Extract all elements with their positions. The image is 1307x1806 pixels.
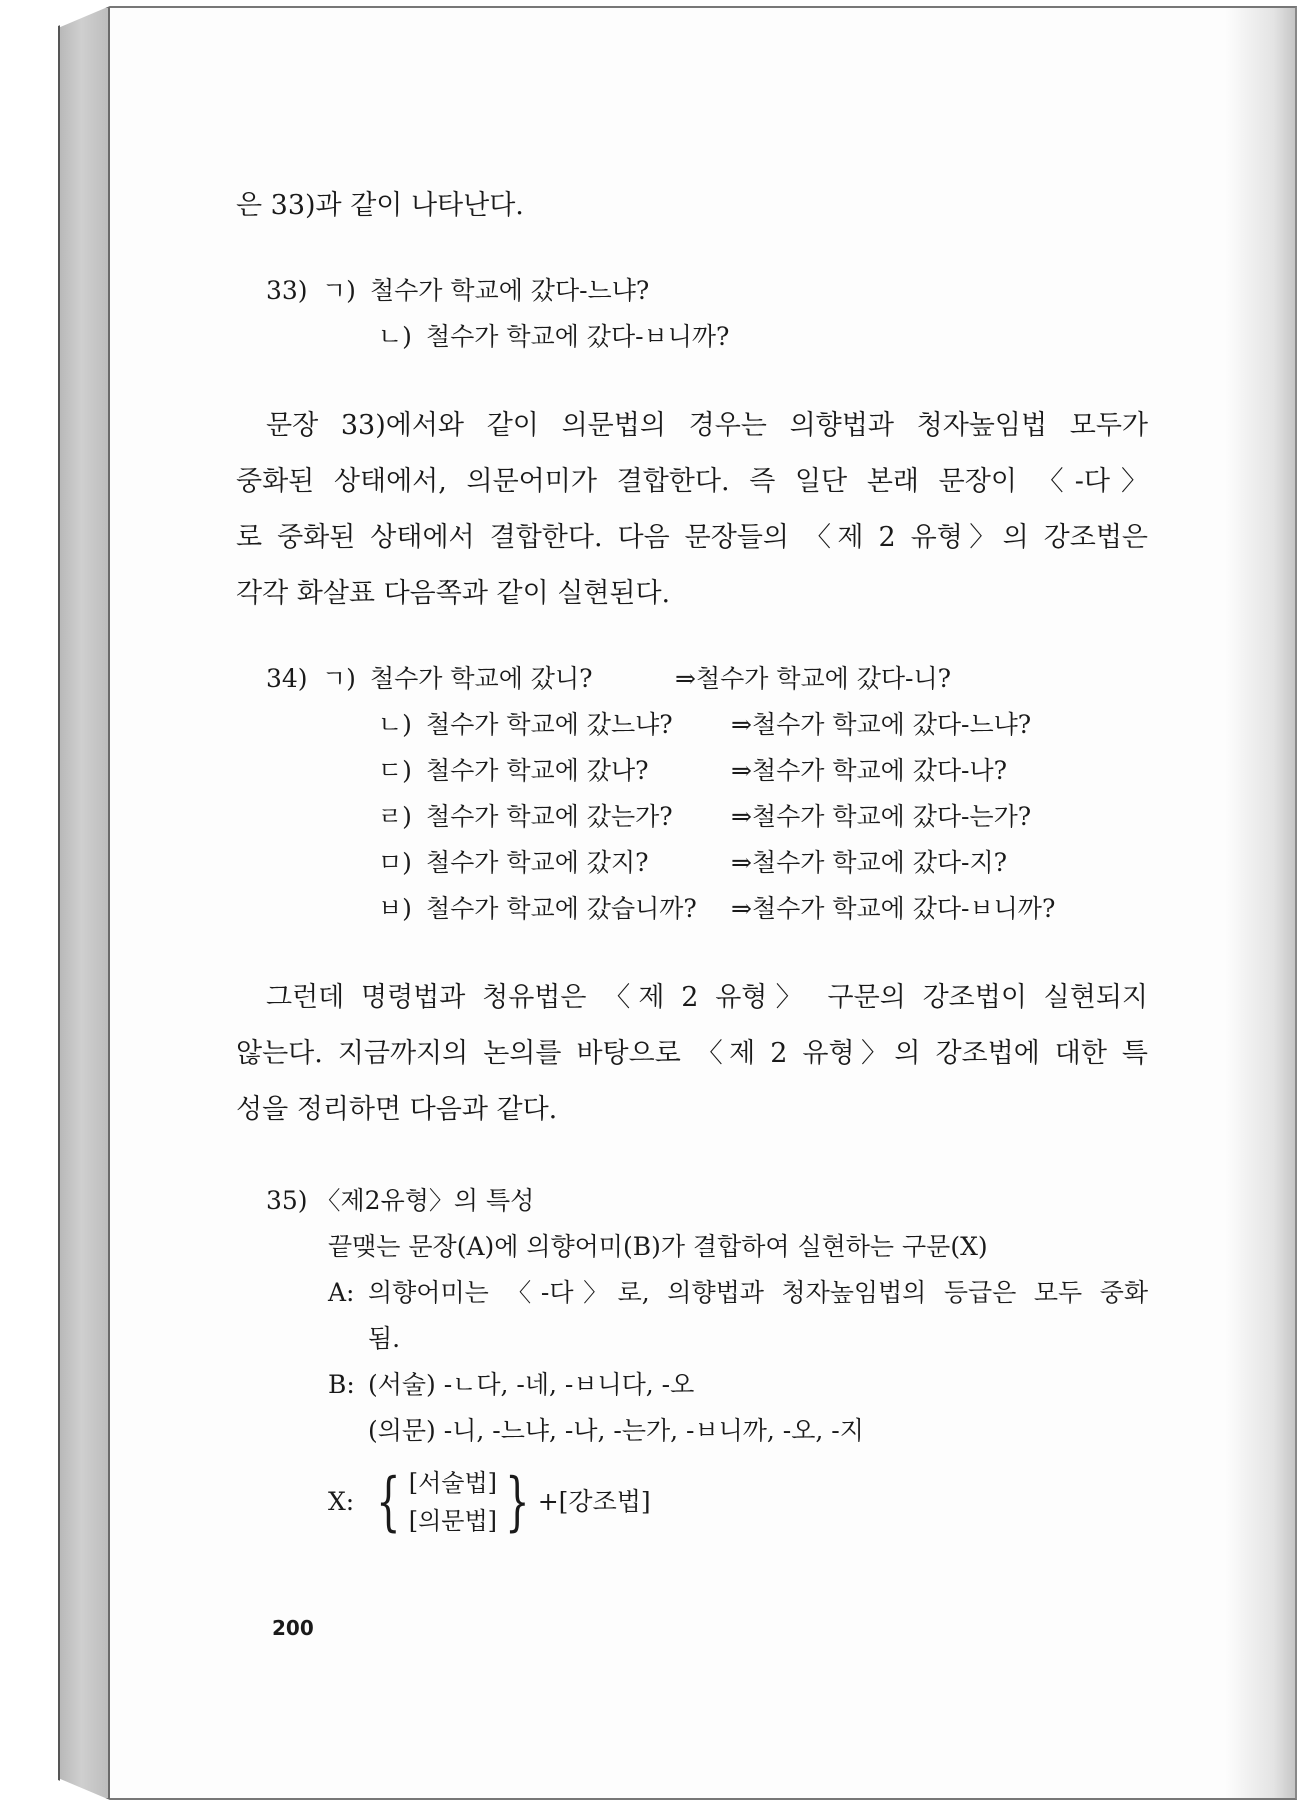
example-mark: ㄷ) — [378, 756, 412, 785]
feature-x — [328, 1464, 1148, 1540]
paragraph-2 — [236, 970, 1148, 1138]
paragraph-line: 각각 화살표 다음쪽과 같이 실현된다. — [236, 578, 671, 609]
brace-item-top: [서술법] — [408, 1469, 497, 1497]
example-row — [236, 314, 1148, 360]
paragraph-1 — [236, 398, 1148, 622]
example-result: ⇒철수가 학교에 갔다-니? — [675, 664, 952, 693]
example-source: 철수가 학교에 갔지? — [426, 848, 649, 877]
example-row — [236, 840, 1148, 886]
formula-plus-term: +[강조법] — [537, 1487, 651, 1516]
paragraph-line: 그런데 명령법과 청유법은 〈제 2 유형〉 구문의 강조법이 실현되지 — [266, 982, 1148, 1013]
example-33 — [236, 268, 1148, 360]
example-row — [236, 656, 1148, 702]
paragraph-line: 중화된 상태에서, 의문어미가 결합한다. 즉 일단 본래 문장이 〈-다〉 — [236, 466, 1148, 497]
example-mark: ㅂ) — [378, 894, 412, 923]
example-row — [236, 748, 1148, 794]
feature-b-continued: (의문) -니, -느냐, -나, -는가, -ㅂ니까, -오, -지 — [368, 1416, 864, 1445]
paragraph-line: 문장 33)에서와 같이 의문법의 경우는 의향법과 청자높임법 모두가 — [266, 410, 1148, 441]
page-curl-shadow — [1225, 8, 1295, 1798]
example-source: 철수가 학교에 갔느냐? — [426, 710, 673, 739]
example-35 — [236, 1178, 1148, 1540]
example-35-heading — [266, 1178, 1148, 1224]
example-row — [236, 702, 1148, 748]
page-number: 200 — [272, 1616, 314, 1640]
example-result: ⇒철수가 학교에 갔다-ㅂ니까? — [731, 894, 1056, 923]
example-number: 35) — [266, 1186, 308, 1215]
brace-items — [409, 1464, 497, 1540]
example-row — [236, 886, 1148, 932]
example-result: ⇒철수가 학교에 갔다-느냐? — [731, 710, 1032, 739]
definition-line: 끝맺는 문장(A)에 의향어미(B)가 결합하여 실현하는 구문(X) — [328, 1232, 988, 1261]
example-mark: ㄱ) — [322, 664, 356, 693]
paragraph-line: 않는다. 지금까지의 논의를 바탕으로 〈제 2 유형〉의 강조법에 대한 특 — [236, 1038, 1148, 1069]
example-source: 철수가 학교에 갔는가? — [426, 802, 673, 831]
feature-key: A: — [328, 1278, 355, 1307]
intro-line: 은 33)과 같이 나타난다. — [236, 190, 524, 221]
feature-b — [328, 1362, 1148, 1408]
brace-item-bottom: [의문법] — [408, 1507, 497, 1535]
example-mark: ㄹ) — [378, 802, 412, 831]
right-brace-icon: } — [505, 1465, 530, 1539]
example-row — [236, 268, 1148, 314]
example-34 — [236, 656, 1148, 932]
example-text: 철수가 학교에 갔다-ㅂ니까? — [426, 322, 730, 351]
example-35-body — [328, 1224, 1148, 1540]
paragraph-line: 성을 정리하면 다음과 같다. — [236, 1094, 558, 1125]
book-page — [110, 6, 1297, 1800]
feature-key: X: — [328, 1487, 355, 1516]
example-text: 철수가 학교에 갔다-느냐? — [370, 276, 650, 305]
brace-group — [368, 1464, 651, 1540]
example-title: 〈제2유형〉의 특성 — [315, 1186, 535, 1215]
paragraph-line: 로 중화된 상태에서 결합한다. 다음 문장들의 〈제 2 유형〉의 강조법은 — [236, 522, 1148, 553]
example-mark: ㄱ) — [322, 276, 356, 305]
example-source: 철수가 학교에 갔나? — [426, 756, 649, 785]
feature-key: B: — [328, 1370, 355, 1399]
example-source: 철수가 학교에 갔습니까? — [426, 894, 697, 923]
example-result: ⇒철수가 학교에 갔다-는가? — [731, 802, 1032, 831]
example-mark: ㄴ) — [378, 710, 412, 739]
example-source: 철수가 학교에 갔니? — [370, 664, 593, 693]
example-mark: ㅁ) — [378, 848, 412, 877]
example-result: ⇒철수가 학교에 갔다-나? — [731, 756, 1008, 785]
example-result: ⇒철수가 학교에 갔다-지? — [731, 848, 1008, 877]
example-row — [236, 794, 1148, 840]
page-content — [236, 178, 1148, 1540]
example-mark: ㄴ) — [378, 322, 412, 351]
left-brace-icon: { — [376, 1465, 401, 1539]
feature-a — [328, 1270, 1148, 1316]
feature-value: (서술) -ㄴ다, -네, -ㅂ니다, -오 — [368, 1370, 695, 1399]
example-number: 34) — [266, 664, 308, 693]
feature-value: 의향어미는 〈-다〉로, 의향법과 청자높임법의 등급은 모두 중화 — [368, 1278, 1148, 1307]
book-spine — [58, 6, 110, 1800]
feature-a-continued: 됨. — [368, 1324, 401, 1353]
example-number: 33) — [266, 276, 308, 305]
